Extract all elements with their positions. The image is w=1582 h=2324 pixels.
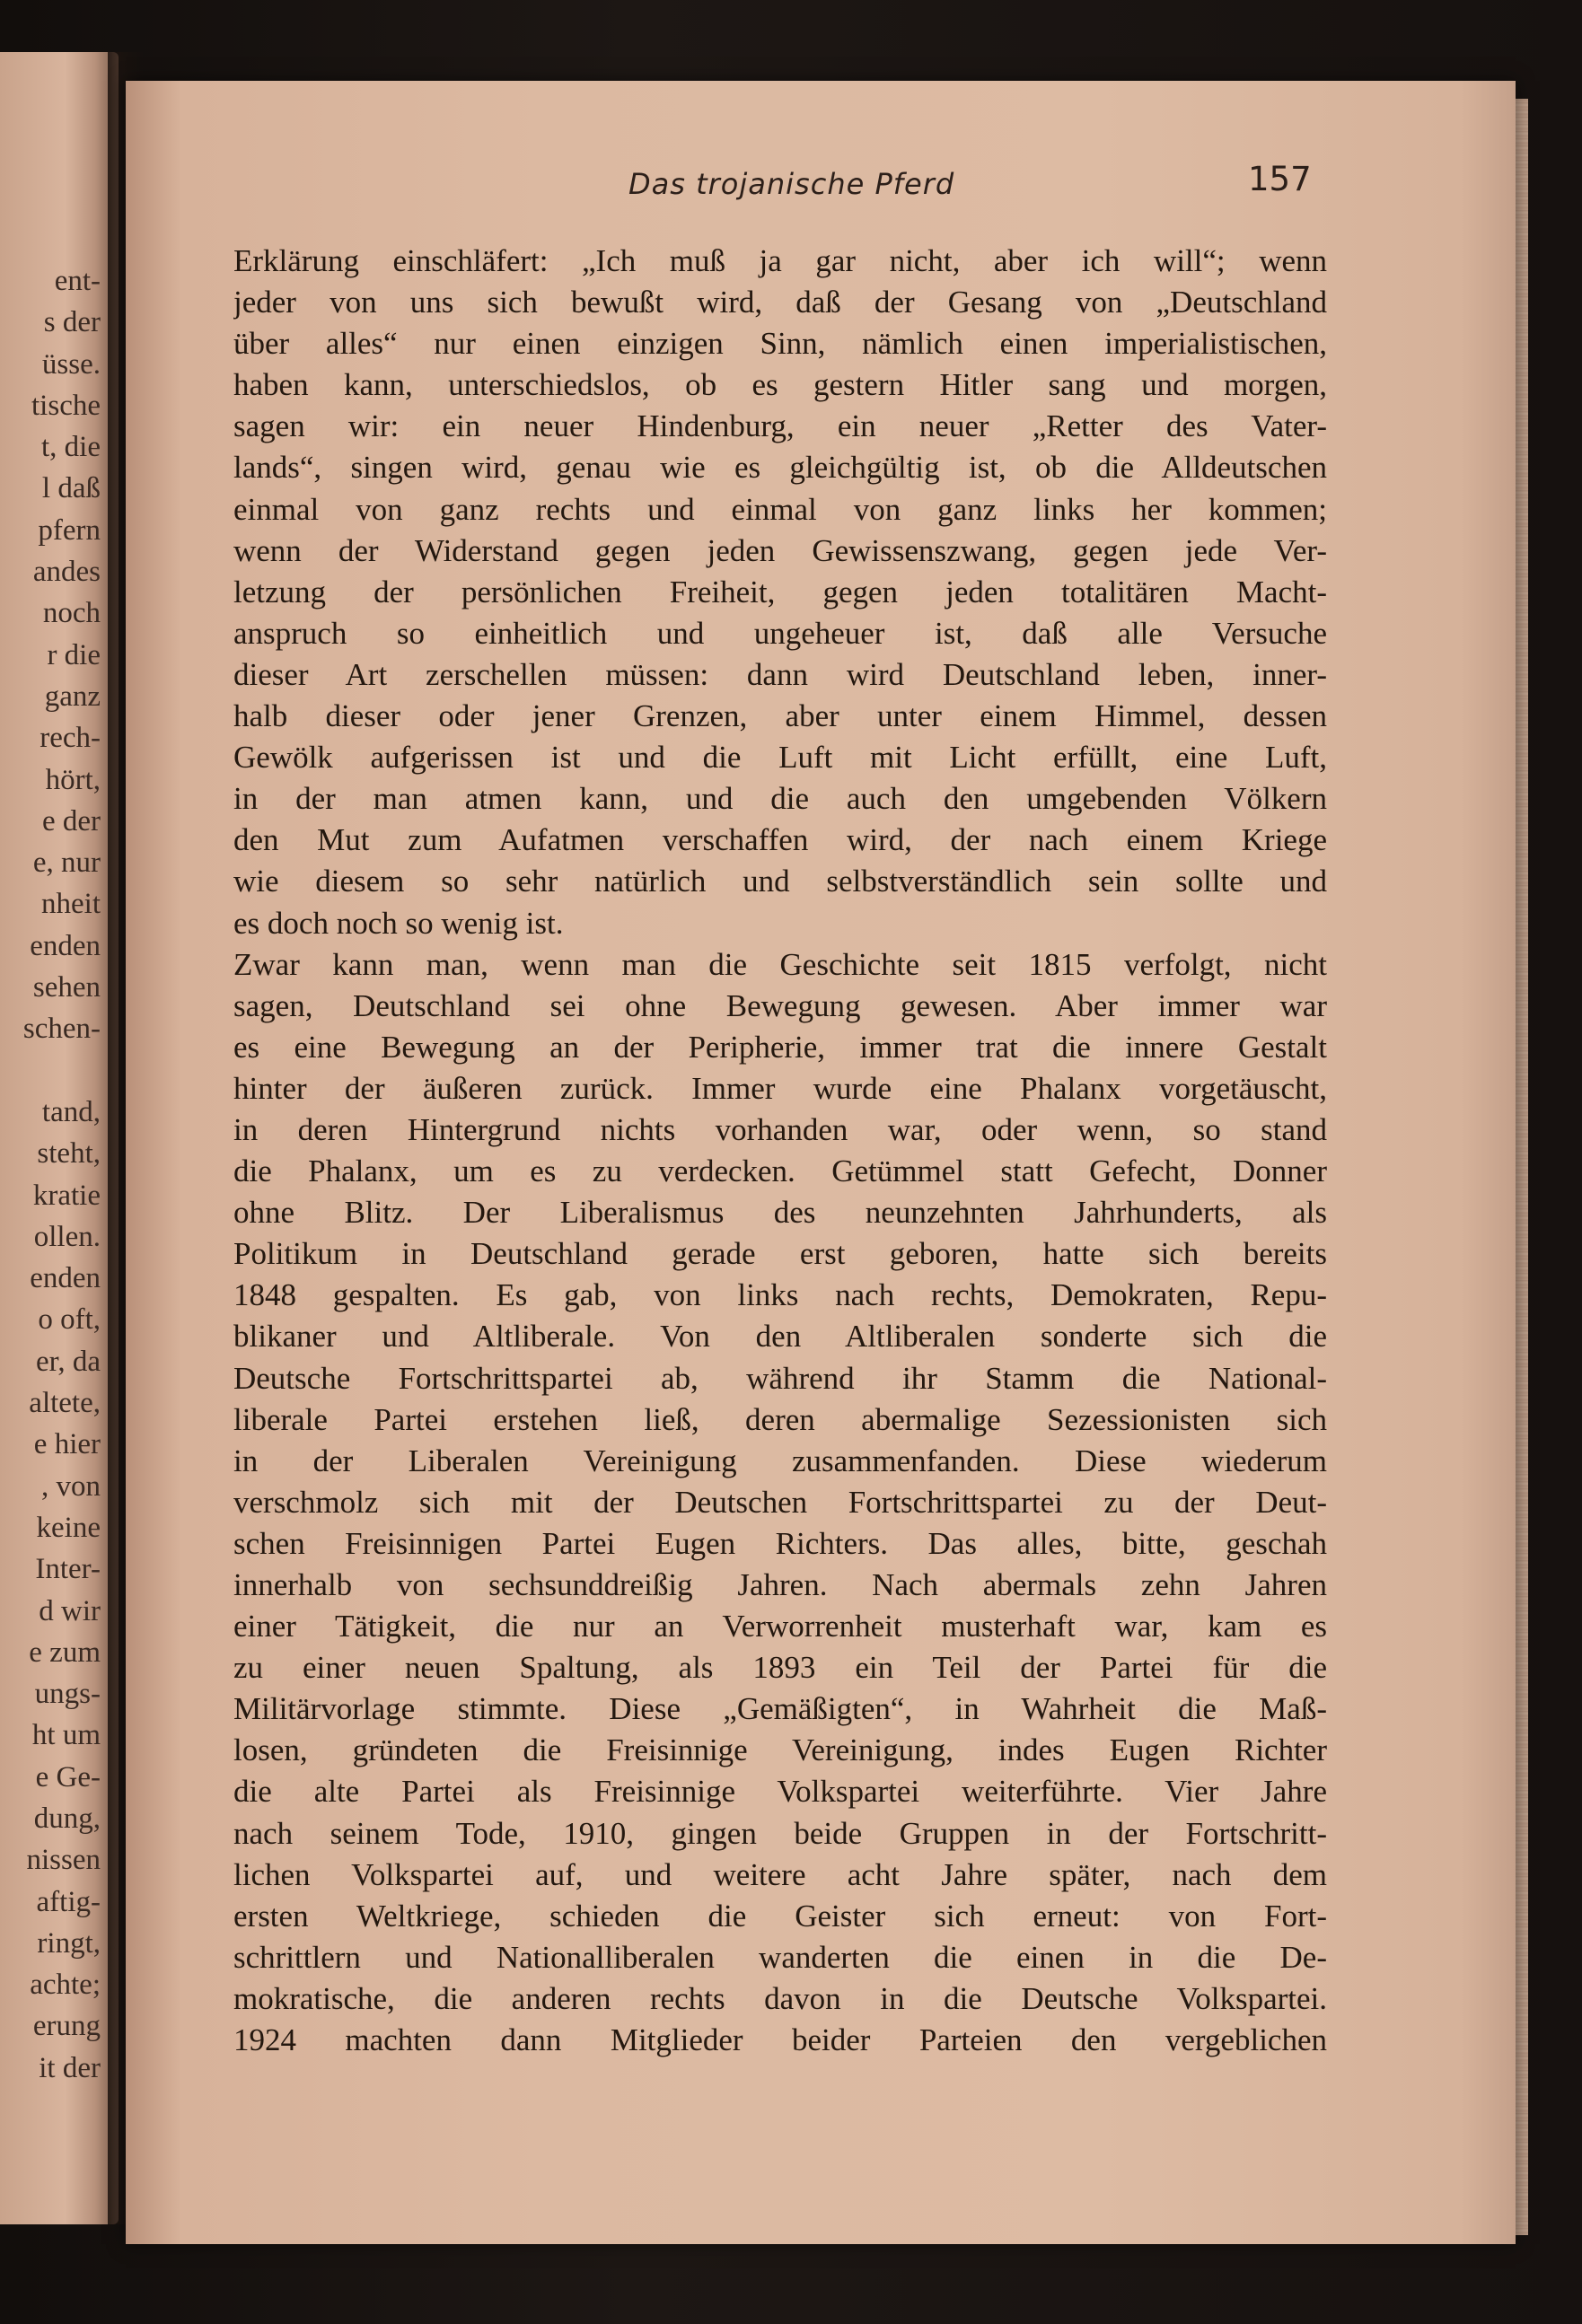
book-page	[126, 81, 1516, 2244]
left-page-line: üsse.	[41, 347, 101, 381]
text-line: nach seinem Tode, 1910, gingen beide Gruppen in der Fortschritt-	[233, 1815, 1327, 1851]
text-line: Gewölk aufgerissen ist und die Luft mit Licht erfüllt, eine Luft,	[233, 740, 1327, 776]
text-line: Deutsche Fortschrittspartei ab, während ihr Stamm die National-	[233, 1360, 1327, 1396]
text-line: anspruch so einheitlich und ungeheuer ist, daß alle Versuche	[233, 615, 1327, 651]
left-page-line: e hier	[33, 1428, 101, 1461]
text-line: schrittlern und Nationalliberalen wanderten die einen in die De-	[233, 1939, 1327, 1975]
left-page-line: ent-	[54, 265, 101, 297]
text-line: lichen Volkspartei auf, und weitere acht Jahre später, nach dem	[233, 1856, 1327, 1892]
left-page-line: t, die	[41, 431, 101, 464]
left-page-line: rech-	[40, 722, 101, 755]
page-number: 157	[1248, 160, 1312, 198]
left-page-line: pfern	[38, 513, 101, 547]
left-page-line: noch	[42, 597, 101, 630]
text-line: den Mut zum Aufatmen verschaffen wird, der nach einem Kriege	[233, 822, 1327, 858]
text-line: verschmolz sich mit der Deutschen Fortschrittspartei zu der Deut-	[233, 1484, 1327, 1520]
text-line: haben kann, unterschiedslos, ob es gestern Hitler sang und morgen,	[233, 367, 1327, 403]
text-line: halb dieser oder jener Grenzen, aber unter einem Himmel, dessen	[233, 698, 1327, 734]
text-line: wie diesem so sehr natürlich und selbstverständlich sein sollte und	[233, 864, 1327, 899]
left-page-line: aftig-	[36, 1885, 101, 1918]
left-page-line: schen-	[22, 1013, 101, 1046]
left-page-line: kratie	[32, 1179, 101, 1212]
left-page-line: it der	[39, 2051, 101, 2084]
text-line: hinter der äußeren zurück. Immer wurde eine Phalanx vorgetäuscht,	[233, 1070, 1327, 1106]
text-line: wenn der Widerstand gegen jeden Gewissenszwang, gegen jede Ver-	[233, 532, 1327, 568]
left-page-line: hört,	[45, 763, 101, 796]
text-line: Politikum in Deutschland gerade erst geboren, hatte sich bereits	[233, 1236, 1327, 1272]
left-page-line: o oft,	[38, 1303, 101, 1337]
left-page-line: nheit	[41, 888, 101, 921]
left-page-line: d wir	[39, 1594, 101, 1627]
text-line: 1848 gespalten. Es gab, von links nach rechts, Demokraten, Repu-	[233, 1277, 1327, 1313]
text-line: in deren Hintergrund nichts vorhanden war, oder wenn, so stand	[233, 1111, 1327, 1147]
left-page-line	[0, 1050, 108, 1092]
left-page-line: erung	[32, 2010, 101, 2043]
body-text	[233, 241, 1327, 2061]
left-page-line: ungs-	[34, 1678, 101, 1711]
running-head	[126, 160, 1516, 210]
running-head-title: Das trojanische Pferd	[628, 167, 955, 201]
left-page-line: , von	[41, 1469, 101, 1503]
text-line: einer Tätigkeit, die nur an Verworrenheit musterhaft war, kam es	[233, 1609, 1327, 1644]
left-page-line: e, nur	[32, 846, 101, 880]
text-line: sagen wir: ein neuer Hindenburg, ein neuer „Retter des Vater-	[233, 408, 1327, 444]
text-line: Erklärung einschläfert: „Ich muß ja gar nicht, aber ich will“; wenn	[233, 243, 1327, 278]
left-page-line: e zum	[29, 1636, 101, 1669]
left-page-line: achte;	[30, 1969, 101, 2002]
text-line: jeder von uns sich bewußt wird, daß der Gesang von „Deutschland	[233, 285, 1327, 320]
left-page-line: enden	[30, 1262, 101, 1295]
left-page-line: tand,	[41, 1095, 101, 1128]
text-line: in der man atmen kann, und die auch den umgebenden Völkern	[233, 781, 1327, 817]
left-page-line: e Ge-	[35, 1760, 101, 1793]
left-page-line: Inter-	[35, 1553, 101, 1586]
text-line: über alles“ nur einen einzigen Sinn, nämlich einen imperialistischen,	[233, 326, 1327, 362]
text-line: einmal von ganz rechts und einmal von ganz links her kommen;	[233, 491, 1327, 527]
text-line: zu einer neuen Spaltung, als 1893 ein Teil der Partei für die	[233, 1650, 1327, 1686]
text-line: ohne Blitz. Der Liberalismus des neunzehnten Jahrhunderts, als	[233, 1195, 1327, 1231]
left-page-line: steht,	[37, 1137, 101, 1171]
text-line: losen, gründeten die Freisinnige Vereinigung, indes Eugen Richter	[233, 1732, 1327, 1768]
left-page-line: ollen.	[33, 1220, 101, 1253]
text-line: dieser Art zerschellen müssen: dann wird Deutschland leben, inner-	[233, 656, 1327, 692]
left-page-line: er, da	[36, 1345, 101, 1378]
text-line: in der Liberalen Vereinigung zusammenfanden. Diese wiederum	[233, 1443, 1327, 1478]
left-page-line: ganz	[44, 680, 101, 713]
left-page-line: nissen	[26, 1844, 101, 1877]
text-line: sagen, Deutschland sei ohne Bewegung gewesen. Aber immer war	[233, 987, 1327, 1023]
left-page-text	[0, 260, 108, 2089]
text-line: die alte Partei als Freisinnige Volkspartei weiterführte. Vier Jahre	[233, 1774, 1327, 1810]
text-line: innerhalb von sechsunddreißig Jahren. Nach abermals zehn Jahren	[233, 1567, 1327, 1602]
left-page-line: enden	[30, 929, 101, 962]
left-page-line: keine	[36, 1511, 101, 1544]
text-line: liberale Partei erstehen ließ, deren abermalige Sezessionisten sich	[233, 1401, 1327, 1437]
left-page-line: sehen	[32, 971, 101, 1004]
text-line: blikaner und Altliberale. Von den Altliberalen sonderte sich die	[233, 1319, 1327, 1355]
text-line: es doch noch so wenig ist.	[233, 905, 564, 941]
text-line: Zwar kann man, wenn man die Geschichte seit 1815 verfolgt, nicht	[233, 946, 1327, 982]
left-page-line: andes	[32, 556, 101, 589]
text-line: letzung der persönlichen Freiheit, gegen jeden totalitären Macht-	[233, 574, 1327, 610]
text-line: 1924 machten dann Mitglieder beider Parteien den vergeblichen	[233, 2022, 1327, 2058]
text-line: ersten Weltkriege, schieden die Geister sich erneut: von Fort-	[233, 1898, 1327, 1934]
left-page-line: e der	[41, 804, 101, 838]
text-line: Militärvorlage stimmte. Diese „Gemäßigten“, in Wahrheit die Maß-	[233, 1691, 1327, 1727]
text-line: mokratische, die anderen rechts davon in die Deutsche Volkspartei.	[233, 1980, 1327, 2016]
text-line: die Phalanx, um es zu verdecken. Getümmel statt Gefecht, Donner	[233, 1153, 1327, 1189]
left-page-line: altete,	[29, 1387, 101, 1420]
left-page-line: r die	[47, 638, 101, 671]
left-page-line: s der	[43, 306, 101, 339]
left-page-sliver	[0, 52, 119, 2224]
text-line: schen Freisinnigen Partei Eugen Richters. Das alles, bitte, geschah	[233, 1525, 1327, 1561]
text-line: lands“, singen wird, genau wie es gleichgültig ist, ob die Alldeutschen	[233, 450, 1327, 486]
text-line: es eine Bewegung an der Peripherie, immer trat die innere Gestalt	[233, 1029, 1327, 1065]
left-page-line: dung,	[33, 1802, 101, 1835]
left-page-line: ringt,	[37, 1926, 101, 1960]
left-page-line: l daß	[41, 472, 101, 505]
left-page-line: tische	[31, 389, 101, 422]
left-page-line: ht um	[31, 1719, 101, 1752]
